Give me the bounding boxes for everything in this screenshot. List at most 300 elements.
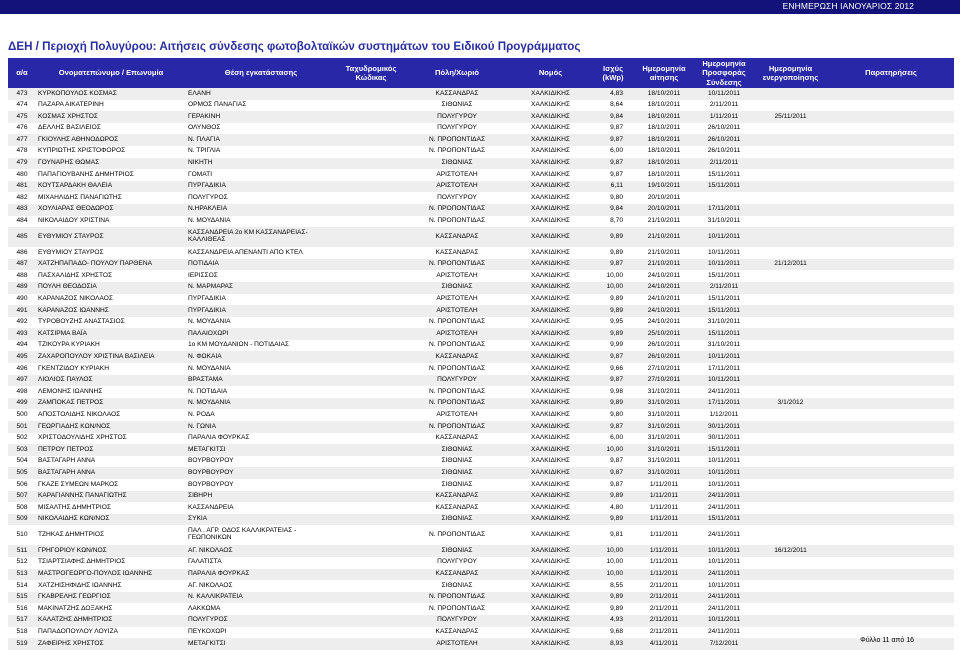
- cell-prefecture: ΧΑΛΚΙΔΙΚΗΣ: [508, 580, 593, 592]
- cell-activation-date: [753, 421, 828, 433]
- cell-name: ΠΑΣΧΑΛΙΔΗΣ ΧΡΗΣΤΟΣ: [36, 270, 186, 282]
- cell-town: ΚΑΣΣΑΝΔΡΑΣ: [406, 491, 508, 503]
- cell-prefecture: ΧΑΛΚΙΔΙΚΗΣ: [508, 421, 593, 433]
- cell-remarks: [828, 615, 954, 627]
- cell-location: ΒΟΥΡΒΟΥΡΟΥ: [186, 456, 336, 468]
- cell-location: Ν. ΓΩΝΙΑ: [186, 421, 336, 433]
- table-row: [8, 204, 954, 216]
- cell-location: ΒΡΑΣΤΑΜΑ: [186, 375, 336, 387]
- cell-name: ΚΟΣΜΑΣ ΧΡΗΣΤΟΣ: [36, 111, 186, 123]
- cell-prefecture: ΧΑΛΚΙΔΙΚΗΣ: [508, 192, 593, 204]
- cell-postcode: [336, 444, 406, 456]
- cell-postcode: [336, 282, 406, 294]
- cell-activation-date: [753, 317, 828, 329]
- cell-prefecture: ΧΑΛΚΙΔΙΚΗΣ: [508, 328, 593, 340]
- cell-location: ΙΕΡΙΣΣΟΣ: [186, 270, 336, 282]
- cell-offer-date: 24/11/2011: [695, 592, 753, 604]
- cell-power: 10,00: [593, 545, 633, 557]
- cell-prefecture: ΧΑΛΚΙΔΙΚΗΣ: [508, 615, 593, 627]
- cell-activation-date: [753, 146, 828, 158]
- cell-activation-date: 16/12/2011: [753, 545, 828, 557]
- cell-location: Ν. ΦΩΚΑΙΑ: [186, 351, 336, 363]
- cell-offer-date: 30/11/2011: [695, 433, 753, 445]
- cell-postcode: [336, 627, 406, 639]
- cell-town: ΚΑΣΣΑΝΔΡΑΣ: [406, 351, 508, 363]
- table-row: [8, 525, 954, 545]
- table-row: [8, 638, 954, 650]
- cell-postcode: [336, 227, 406, 247]
- cell-offer-date: 17/11/2011: [695, 363, 753, 375]
- sheet-counter: Φύλλο 11 από 16: [860, 637, 914, 644]
- cell-power: 9,89: [593, 491, 633, 503]
- cell-power: 10,00: [593, 557, 633, 569]
- cell-activation-date: [753, 433, 828, 445]
- cell-application-date: 1/11/2011: [633, 557, 695, 569]
- cell-application-date: 1/11/2011: [633, 569, 695, 581]
- cell-power: 9,89: [593, 328, 633, 340]
- cell-name: ΚΥΠΡΙΩΤΗΣ ΧΡΙΣΤΟΦΟΡΟΣ: [36, 146, 186, 158]
- cell-offer-date: 15/11/2011: [695, 514, 753, 526]
- cell-postcode: [336, 545, 406, 557]
- table-row: [8, 305, 954, 317]
- cell-index: 482: [8, 192, 36, 204]
- cell-name: ΑΠΟΣΤΟΛΙΔΗΣ ΝΙΚΟΛΑΟΣ: [36, 409, 186, 421]
- cell-activation-date: [753, 123, 828, 135]
- cell-power: 9,87: [593, 259, 633, 271]
- cell-town: ΣΙΘΩΝΙΑΣ: [406, 456, 508, 468]
- cell-postcode: [336, 317, 406, 329]
- cell-activation-date: [753, 282, 828, 294]
- cell-location: Ν. ΡΟΔΑ: [186, 409, 336, 421]
- cell-activation-date: [753, 525, 828, 545]
- cell-offer-date: 10/11/2011: [695, 615, 753, 627]
- cell-location: ΑΓ. ΝΙΚΟΛΑΟΣ: [186, 580, 336, 592]
- cell-town: ΑΡΙΣΤΟΤΕΛΗ: [406, 169, 508, 181]
- cell-index: 499: [8, 398, 36, 410]
- cell-activation-date: [753, 363, 828, 375]
- cell-name: ΠΕΤΡΟΥ ΠΕΤΡΟΣ: [36, 444, 186, 456]
- cell-town: ΠΟΛΥΓΥΡΟΥ: [406, 557, 508, 569]
- cell-town: ΑΡΙΣΤΟΤΕΛΗ: [406, 181, 508, 193]
- cell-remarks: [828, 421, 954, 433]
- cell-offer-date: 26/10/2011: [695, 146, 753, 158]
- cell-activation-date: [753, 216, 828, 228]
- cell-power: 9,89: [593, 305, 633, 317]
- cell-postcode: [336, 169, 406, 181]
- cell-town: Ν. ΠΡΟΠΟΝΤΙΔΑΣ: [406, 134, 508, 146]
- table-row: [8, 375, 954, 387]
- cell-prefecture: ΧΑΛΚΙΔΙΚΗΣ: [508, 375, 593, 387]
- cell-name: ΕΥΘΥΜΙΟΥ ΣΤΑΥΡΟΣ: [36, 227, 186, 247]
- cell-name: ΝΙΚΟΛΑΙΔΗΣ ΚΩΝ/ΝΟΣ: [36, 514, 186, 526]
- cell-town: ΚΑΣΣΑΝΔΡΑΣ: [406, 227, 508, 247]
- cell-name: ΒΑΣΤΑΓΑΡΗ ΑΝΝΑ: [36, 467, 186, 479]
- cell-name: ΧΟΥΛΙΑΡΑΣ ΘΕΟΔΩΡΟΣ: [36, 204, 186, 216]
- table-row: [8, 615, 954, 627]
- cell-activation-date: [753, 409, 828, 421]
- cell-offer-date: 30/11/2011: [695, 421, 753, 433]
- cell-index: 484: [8, 216, 36, 228]
- cell-index: 518: [8, 627, 36, 639]
- cell-prefecture: ΧΑΛΚΙΔΙΚΗΣ: [508, 204, 593, 216]
- cell-activation-date: [753, 134, 828, 146]
- cell-prefecture: ΧΑΛΚΙΔΙΚΗΣ: [508, 569, 593, 581]
- cell-power: 6,11: [593, 181, 633, 193]
- cell-town: ΑΡΙΣΤΟΤΕΛΗ: [406, 328, 508, 340]
- cell-prefecture: ΧΑΛΚΙΔΙΚΗΣ: [508, 111, 593, 123]
- cell-application-date: 18/10/2011: [633, 100, 695, 112]
- cell-prefecture: ΧΑΛΚΙΔΙΚΗΣ: [508, 363, 593, 375]
- cell-name: ΛΙΟΛΙΟΣ ΠΑΥΛΟΣ: [36, 375, 186, 387]
- cell-power: 10,00: [593, 444, 633, 456]
- header-col-postcode: Ταχυδρομικός Κώδικας: [336, 58, 406, 88]
- cell-prefecture: ΧΑΛΚΙΔΙΚΗΣ: [508, 557, 593, 569]
- cell-location: ΠΟΛΥΓΥΡΟΣ: [186, 615, 336, 627]
- cell-power: 9,84: [593, 204, 633, 216]
- cell-application-date: 31/10/2011: [633, 409, 695, 421]
- cell-power: 9,87: [593, 158, 633, 170]
- cell-postcode: [336, 502, 406, 514]
- cell-town: ΑΡΙΣΤΟΤΕΛΗ: [406, 305, 508, 317]
- cell-town: ΠΟΛΥΓΥΡΟΥ: [406, 192, 508, 204]
- cell-application-date: 26/10/2011: [633, 340, 695, 352]
- cell-application-date: 31/10/2011: [633, 433, 695, 445]
- cell-postcode: [336, 479, 406, 491]
- cell-prefecture: ΧΑΛΚΙΔΙΚΗΣ: [508, 158, 593, 170]
- cell-location: Ν. ΠΛΑΓΙΑ: [186, 134, 336, 146]
- cell-name: ΓΕΩΡΓΙΑΔΗΣ ΚΩΝ/ΝΟΣ: [36, 421, 186, 433]
- cell-offer-date: 10/11/2011: [695, 227, 753, 247]
- cell-location: ΓΟΜΑΤΙ: [186, 169, 336, 181]
- cell-offer-date: 15/11/2011: [695, 294, 753, 306]
- cell-town: ΚΑΣΣΑΝΔΡΑΣ: [406, 627, 508, 639]
- cell-prefecture: ΧΑΛΚΙΔΙΚΗΣ: [508, 88, 593, 100]
- cell-location: Ν. ΤΡΙΓΛΙΑ: [186, 146, 336, 158]
- cell-power: 9,68: [593, 627, 633, 639]
- cell-offer-date: 24/11/2011: [695, 386, 753, 398]
- cell-offer-date: 10/11/2011: [695, 479, 753, 491]
- cell-postcode: [336, 375, 406, 387]
- table-row: [8, 580, 954, 592]
- table-row: [8, 192, 954, 204]
- cell-application-date: 1/11/2011: [633, 514, 695, 526]
- cell-power: 10,00: [593, 270, 633, 282]
- cell-name: ΚΑΛΑΤΖΗΣ ΔΗΜΗΤΡΙΟΣ: [36, 615, 186, 627]
- cell-location: ΝΙΚΗΤΗ: [186, 158, 336, 170]
- table-row: [8, 123, 954, 135]
- table-row: [8, 216, 954, 228]
- cell-power: 9,80: [593, 409, 633, 421]
- cell-remarks: [828, 375, 954, 387]
- header-col-offer-date: Ημερομηνία Προσφοράς Σύνδεσης: [695, 58, 753, 88]
- cell-index: 478: [8, 146, 36, 158]
- cell-remarks: [828, 305, 954, 317]
- cell-postcode: [336, 398, 406, 410]
- cell-postcode: [336, 580, 406, 592]
- cell-prefecture: ΧΑΛΚΙΔΙΚΗΣ: [508, 123, 593, 135]
- cell-power: 9,87: [593, 169, 633, 181]
- cell-index: 479: [8, 158, 36, 170]
- cell-remarks: [828, 158, 954, 170]
- cell-activation-date: [753, 158, 828, 170]
- cell-index: 517: [8, 615, 36, 627]
- cell-offer-date: 15/11/2011: [695, 181, 753, 193]
- cell-remarks: [828, 514, 954, 526]
- cell-prefecture: ΧΑΛΚΙΔΙΚΗΣ: [508, 479, 593, 491]
- cell-location: ΠΑΡΑΛΙΑ ΦΟΥΡΚΑΣ: [186, 569, 336, 581]
- cell-location: Ν. ΜΑΡΜΑΡΑΣ: [186, 282, 336, 294]
- cell-remarks: [828, 363, 954, 375]
- cell-location: ΜΕΤΑΓΚΙΤΣΙ: [186, 638, 336, 650]
- table-row: [8, 421, 954, 433]
- cell-name: ΠΑΖΑΡΑ ΑΙΚΑΤΕΡΙΝΗ: [36, 100, 186, 112]
- cell-power: 9,87: [593, 479, 633, 491]
- cell-name: ΧΡΙΣΤΟΔΟΥΛΙΔΗΣ ΧΡΗΣΤΟΣ: [36, 433, 186, 445]
- cell-activation-date: [753, 502, 828, 514]
- cell-prefecture: ΧΑΛΚΙΔΙΚΗΣ: [508, 259, 593, 271]
- cell-activation-date: 3/1/2012: [753, 398, 828, 410]
- cell-power: 9,87: [593, 456, 633, 468]
- cell-index: 510: [8, 525, 36, 545]
- cell-town: Ν. ΠΡΟΠΟΝΤΙΔΑΣ: [406, 603, 508, 615]
- cell-postcode: [336, 146, 406, 158]
- cell-remarks: [828, 216, 954, 228]
- cell-location: ΟΛΥΝΘΟΣ: [186, 123, 336, 135]
- cell-postcode: [336, 592, 406, 604]
- cell-index: 512: [8, 557, 36, 569]
- cell-power: 9,89: [593, 247, 633, 259]
- cell-prefecture: ΧΑΛΚΙΔΙΚΗΣ: [508, 282, 593, 294]
- cell-prefecture: ΧΑΛΚΙΔΙΚΗΣ: [508, 467, 593, 479]
- cell-power: 9,89: [593, 514, 633, 526]
- cell-town: ΠΟΛΥΓΥΡΟΥ: [406, 111, 508, 123]
- cell-offer-date: 15/11/2011: [695, 444, 753, 456]
- cell-application-date: 2/11/2011: [633, 580, 695, 592]
- cell-application-date: 31/10/2011: [633, 456, 695, 468]
- cell-power: 9,89: [593, 398, 633, 410]
- cell-activation-date: [753, 444, 828, 456]
- cell-remarks: [828, 317, 954, 329]
- cell-remarks: [828, 270, 954, 282]
- cell-town: ΚΑΣΣΑΝΔΡΑΣ: [406, 247, 508, 259]
- cell-application-date: 18/10/2011: [633, 88, 695, 100]
- cell-offer-date: 10/11/2011: [695, 88, 753, 100]
- cell-application-date: 27/10/2011: [633, 363, 695, 375]
- cell-prefecture: ΧΑΛΚΙΔΙΚΗΣ: [508, 456, 593, 468]
- cell-prefecture: ΧΑΛΚΙΔΙΚΗΣ: [508, 169, 593, 181]
- cell-town: ΣΙΘΩΝΙΑΣ: [406, 282, 508, 294]
- cell-remarks: [828, 386, 954, 398]
- cell-index: 505: [8, 467, 36, 479]
- cell-application-date: 1/11/2011: [633, 502, 695, 514]
- cell-application-date: 24/10/2011: [633, 305, 695, 317]
- cell-activation-date: [753, 479, 828, 491]
- cell-application-date: 2/11/2011: [633, 603, 695, 615]
- table-row: [8, 282, 954, 294]
- cell-index: 493: [8, 328, 36, 340]
- cell-prefecture: ΧΑΛΚΙΔΙΚΗΣ: [508, 340, 593, 352]
- cell-index: 486: [8, 247, 36, 259]
- cell-location: 1ο ΚΜ ΜΟΥΔΑΝΙΩΝ - ΠΟΤΙΔΑΙΑΣ: [186, 340, 336, 352]
- cell-remarks: [828, 580, 954, 592]
- cell-offer-date: 10/11/2011: [695, 580, 753, 592]
- header-col-power: Ισχύς (kWp): [593, 58, 633, 88]
- cell-activation-date: [753, 386, 828, 398]
- cell-activation-date: [753, 592, 828, 604]
- cell-prefecture: ΧΑΛΚΙΔΙΚΗΣ: [508, 444, 593, 456]
- cell-name: ΤΖΙΚΟΥΡΑ ΚΥΡΙΑΚΗ: [36, 340, 186, 352]
- cell-application-date: 20/10/2011: [633, 204, 695, 216]
- cell-activation-date: [753, 514, 828, 526]
- update-date-label: ΕΝΗΜΕΡΩΣΗ ΙΑΝΟΥΑΡΙΟΣ 2012: [782, 1, 914, 11]
- cell-remarks: [828, 340, 954, 352]
- cell-remarks: [828, 592, 954, 604]
- cell-remarks: [828, 146, 954, 158]
- cell-town: ΣΙΘΩΝΙΑΣ: [406, 100, 508, 112]
- cell-town: ΚΑΣΣΑΝΔΡΑΣ: [406, 502, 508, 514]
- cell-offer-date: 15/11/2011: [695, 270, 753, 282]
- cell-offer-date: 15/11/2011: [695, 305, 753, 317]
- cell-power: 9,89: [593, 294, 633, 306]
- cell-application-date: 1/11/2011: [633, 525, 695, 545]
- cell-remarks: [828, 282, 954, 294]
- cell-power: 4,83: [593, 88, 633, 100]
- cell-application-date: 18/10/2011: [633, 169, 695, 181]
- cell-remarks: [828, 88, 954, 100]
- table-row: [8, 181, 954, 193]
- cell-prefecture: ΧΑΛΚΙΔΙΚΗΣ: [508, 100, 593, 112]
- cell-postcode: [336, 363, 406, 375]
- table-row: [8, 603, 954, 615]
- cell-index: 474: [8, 100, 36, 112]
- cell-activation-date: [753, 88, 828, 100]
- cell-activation-date: [753, 638, 828, 650]
- cell-location: ΠΥΡΓΑΔΙΚΙΑ: [186, 294, 336, 306]
- cell-offer-date: 10/11/2011: [695, 545, 753, 557]
- cell-postcode: [336, 247, 406, 259]
- cell-town: Ν. ΠΡΟΠΟΝΤΙΔΑΣ: [406, 421, 508, 433]
- table-row: [8, 340, 954, 352]
- table-row: [8, 514, 954, 526]
- cell-index: 480: [8, 169, 36, 181]
- cell-postcode: [336, 158, 406, 170]
- cell-index: 481: [8, 181, 36, 193]
- cell-power: 9,99: [593, 340, 633, 352]
- cell-application-date: 18/10/2011: [633, 134, 695, 146]
- cell-remarks: [828, 259, 954, 271]
- cell-postcode: [336, 328, 406, 340]
- cell-postcode: [336, 557, 406, 569]
- table-row: [8, 592, 954, 604]
- cell-town: ΑΡΙΣΤΟΤΕΛΗ: [406, 270, 508, 282]
- cell-location: ΓΕΡΑΚΙΝΗ: [186, 111, 336, 123]
- cell-offer-date: 24/11/2011: [695, 627, 753, 639]
- cell-postcode: [336, 192, 406, 204]
- cell-activation-date: [753, 603, 828, 615]
- cell-town: Ν. ΠΡΟΠΟΝΤΙΔΑΣ: [406, 216, 508, 228]
- cell-prefecture: ΧΑΛΚΙΔΙΚΗΣ: [508, 146, 593, 158]
- cell-application-date: 2/11/2011: [633, 592, 695, 604]
- cell-town: ΣΙΘΩΝΙΑΣ: [406, 545, 508, 557]
- cell-location: Ν. ΚΑΛΛΙΚΡΑΤΕΙΑ: [186, 592, 336, 604]
- cell-town: Ν. ΠΡΟΠΟΝΤΙΔΑΣ: [406, 525, 508, 545]
- table-row: [8, 491, 954, 503]
- header-col-name: Ονοματεπώνυμο / Επωνυμία: [36, 58, 186, 88]
- cell-postcode: [336, 409, 406, 421]
- cell-town: Ν. ΠΡΟΠΟΝΤΙΔΑΣ: [406, 204, 508, 216]
- cell-town: Ν. ΠΡΟΠΟΝΤΙΔΑΣ: [406, 340, 508, 352]
- cell-town: ΠΟΛΥΓΥΡΟΥ: [406, 123, 508, 135]
- cell-name: ΓΚΙΟΥΛΗΣ ΑΘΗΝΟΔΩΡΟΣ: [36, 134, 186, 146]
- cell-remarks: [828, 491, 954, 503]
- cell-postcode: [336, 491, 406, 503]
- cell-power: 9,87: [593, 123, 633, 135]
- cell-application-date: 31/10/2011: [633, 467, 695, 479]
- cell-town: ΑΡΙΣΤΟΤΕΛΗ: [406, 409, 508, 421]
- cell-offer-date: 7/12/2011: [695, 638, 753, 650]
- cell-index: 497: [8, 375, 36, 387]
- cell-index: 504: [8, 456, 36, 468]
- cell-application-date: 24/10/2011: [633, 270, 695, 282]
- table-row: [8, 247, 954, 259]
- table-row: [8, 294, 954, 306]
- cell-remarks: [828, 181, 954, 193]
- cell-offer-date: 24/11/2011: [695, 491, 753, 503]
- cell-prefecture: ΧΑΛΚΙΔΙΚΗΣ: [508, 351, 593, 363]
- cell-location: ΑΓ. ΝΙΚΟΛΑΟΣ: [186, 545, 336, 557]
- cell-postcode: [336, 270, 406, 282]
- table-row: [8, 557, 954, 569]
- cell-town: ΣΙΘΩΝΙΑΣ: [406, 444, 508, 456]
- cell-location: ΓΑΛΑΤΙΣΤΑ: [186, 557, 336, 569]
- cell-power: 4,80: [593, 502, 633, 514]
- cell-application-date: 21/10/2011: [633, 216, 695, 228]
- cell-activation-date: [753, 467, 828, 479]
- cell-location: ΣΙΒΗΡΗ: [186, 491, 336, 503]
- cell-offer-date: 26/10/2011: [695, 134, 753, 146]
- cell-postcode: [336, 134, 406, 146]
- cell-offer-date: 24/11/2011: [695, 525, 753, 545]
- cell-activation-date: [753, 328, 828, 340]
- cell-location: ΜΕΤΑΓΚΙΤΣΙ: [186, 444, 336, 456]
- cell-power: 8,93: [593, 638, 633, 650]
- cell-remarks: [828, 603, 954, 615]
- cell-application-date: 20/10/2011: [633, 192, 695, 204]
- cell-postcode: [336, 615, 406, 627]
- cell-offer-date: 31/10/2011: [695, 216, 753, 228]
- cell-prefecture: ΧΑΛΚΙΔΙΚΗΣ: [508, 525, 593, 545]
- cell-location: ΠΟΛΥΓΥΡΟΣ: [186, 192, 336, 204]
- cell-location: ΛΑΚΚΩΜΑ: [186, 603, 336, 615]
- cell-postcode: [336, 525, 406, 545]
- cell-postcode: [336, 467, 406, 479]
- header-col-application-date: Ημερομηνία αίτησης: [633, 58, 695, 88]
- cell-offer-date: 1/11/2011: [695, 111, 753, 123]
- cell-name: ΓΚΑΒΡΕΛΗΣ ΓΕΩΡΓΙΟΣ: [36, 592, 186, 604]
- cell-power: 9,81: [593, 525, 633, 545]
- cell-postcode: [336, 603, 406, 615]
- cell-town: ΣΙΘΩΝΙΑΣ: [406, 514, 508, 526]
- cell-name: ΝΙΚΟΛΑΙΔΟΥ ΧΡΙΣΤΙΝΑ: [36, 216, 186, 228]
- cell-town: ΚΑΣΣΑΝΔΡΑΣ: [406, 88, 508, 100]
- cell-activation-date: [753, 627, 828, 639]
- cell-application-date: 25/10/2011: [633, 328, 695, 340]
- cell-name: ΧΑΤΖΗΠΑΠΑΔΟ- ΠΟΥΛΟΥ ΠΑΡΘΕΝΑ: [36, 259, 186, 271]
- table-row: [8, 158, 954, 170]
- cell-prefecture: ΧΑΛΚΙΔΙΚΗΣ: [508, 305, 593, 317]
- cell-town: ΑΡΙΣΤΟΤΕΛΗ: [406, 638, 508, 650]
- cell-index: 501: [8, 421, 36, 433]
